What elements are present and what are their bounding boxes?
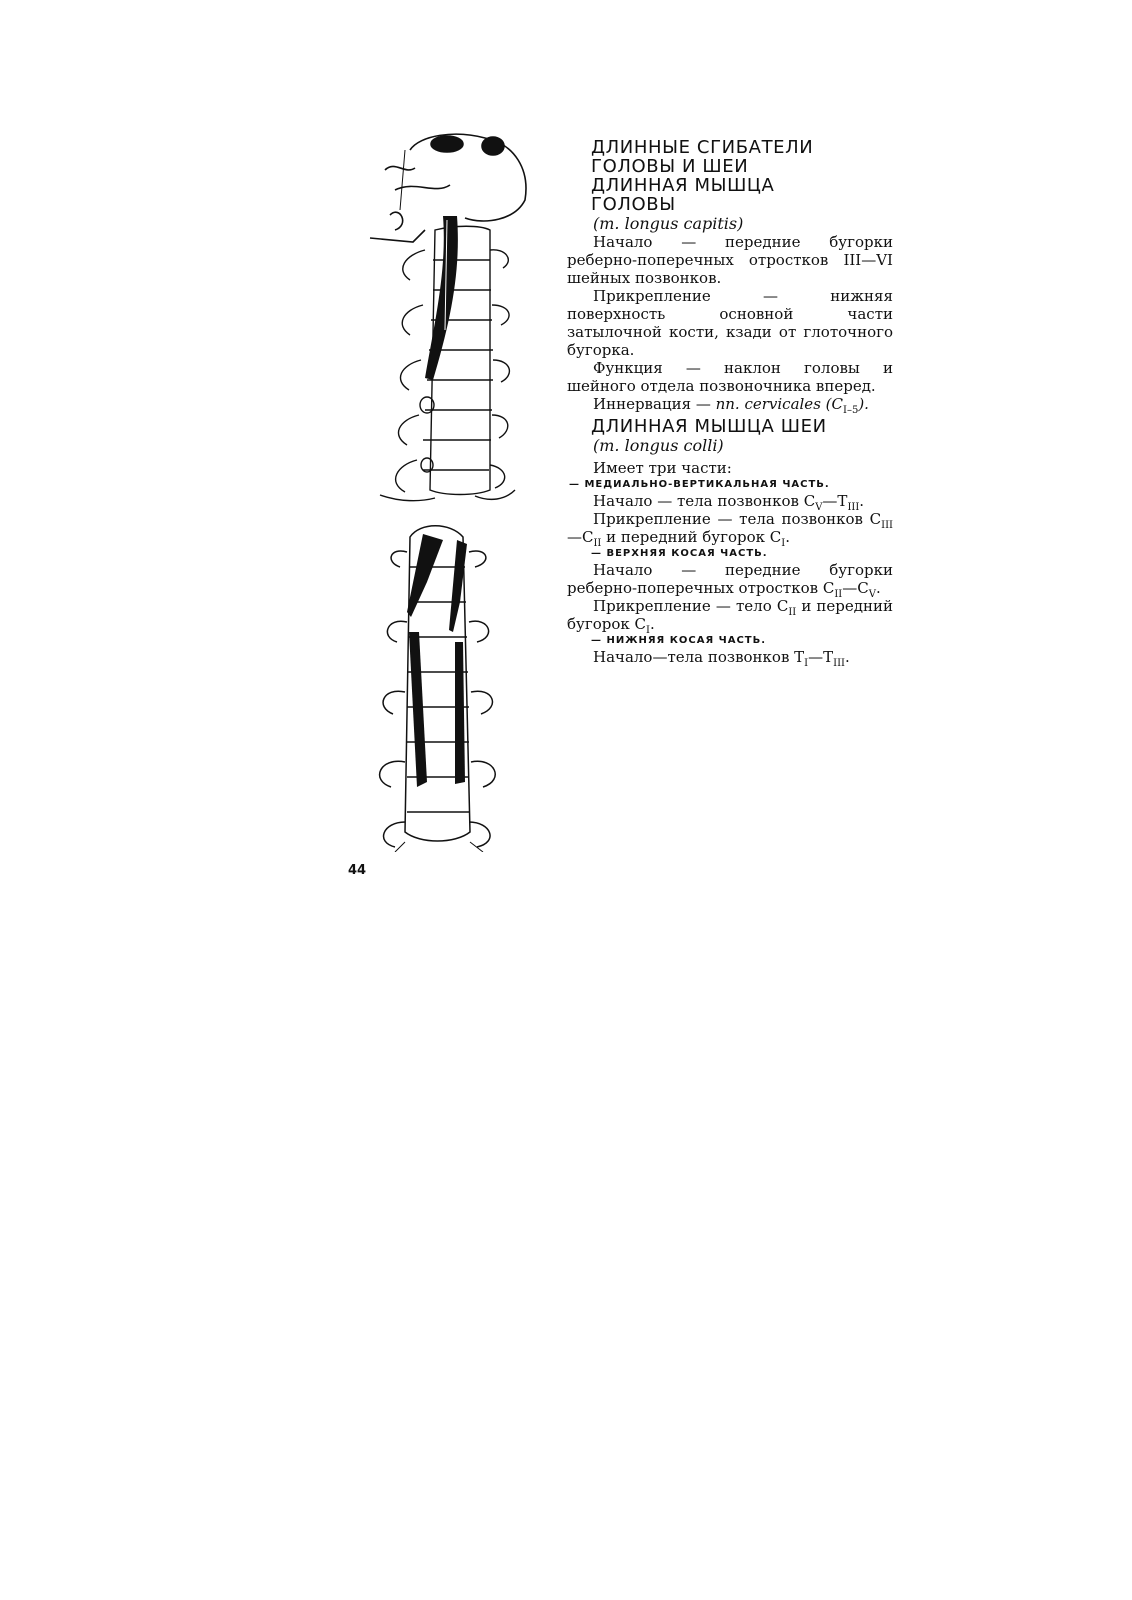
s: I — [646, 625, 650, 636]
part3-origin — [567, 648, 893, 669]
t: Начало — передние бугорки реберно-поперечных отростков C — [567, 561, 893, 597]
t: —T — [822, 492, 848, 510]
innervation-prefix: Иннервация — — [593, 395, 716, 413]
innervation-sub: I–5 — [843, 405, 859, 416]
title-line-2: ГОЛОВЫ И ШЕИ — [591, 156, 749, 177]
longus-colli-illustration — [365, 522, 510, 852]
section2-heading: ДЛИННАЯ МЫШЦА ШЕИ — [591, 416, 827, 437]
t: Начало — тела позвонков C — [593, 492, 816, 510]
innervation-nerve: nn. cervicales — [715, 395, 821, 413]
t: . — [785, 528, 791, 546]
s: III — [833, 658, 845, 669]
s: I — [804, 658, 809, 669]
s: V — [868, 589, 876, 600]
part2-insertion — [567, 597, 893, 636]
t: Прикрепление — тела позвонков C — [593, 510, 882, 528]
part1-origin — [567, 492, 893, 513]
s: III — [847, 502, 860, 513]
t: Начало—тела позвонков T — [593, 648, 805, 666]
t: . — [649, 615, 655, 633]
section2-latin: (m. longus colli) — [593, 436, 724, 455]
section1-heading-line-1: ДЛИННАЯ МЫШЦА — [591, 175, 775, 196]
part1-title: — МЕДИАЛЬНО-ВЕРТИКАЛЬНАЯ ЧАСТЬ. — [569, 479, 830, 490]
part3-title: — НИЖНЯЯ КОСАЯ ЧАСТЬ. — [591, 635, 767, 646]
text-column — [567, 137, 893, 669]
t: —T — [808, 648, 834, 666]
section1-function: Функция — наклон головы и шейного отдела позвоночника вперед. — [567, 359, 893, 395]
section1-insertion: Прикрепление — нижняя поверхность основной части затылочной кости, кзади от глоточного бугорка. — [567, 287, 893, 359]
t: —C — [567, 528, 594, 546]
longus-capitis-illustration — [365, 130, 565, 520]
t: и передний бугорок C — [567, 597, 893, 633]
innervation-seg: (C — [825, 395, 844, 413]
s: II — [593, 538, 602, 549]
section2-intro: Имеет три части: — [593, 459, 732, 477]
t: —C — [842, 579, 869, 597]
s: I — [781, 538, 786, 549]
section1-innervation — [567, 395, 893, 416]
t: . — [875, 579, 881, 597]
s: II — [788, 607, 797, 618]
s: V — [815, 502, 823, 513]
t: и передний бугорок C — [601, 528, 782, 546]
t: Прикрепление — тело C — [593, 597, 789, 615]
section1-origin: Начало — передние бугорки реберно-поперечных отростков III—VI шейных позвонков. — [567, 233, 893, 287]
innervation-end: ). — [858, 395, 869, 413]
part1-insertion — [567, 510, 893, 549]
t: . — [859, 492, 865, 510]
page-number: 44 — [348, 863, 367, 878]
title-line-1: ДЛИННЫЕ СГИБАТЕЛИ — [591, 137, 814, 158]
part2-title: — ВЕРХНЯЯ КОСАЯ ЧАСТЬ. — [591, 548, 768, 559]
s: II — [834, 589, 843, 600]
section1-heading-line-2: ГОЛОВЫ — [591, 194, 676, 215]
t: . — [845, 648, 850, 666]
s: III — [881, 520, 893, 531]
part2-origin — [567, 561, 893, 600]
section1-latin: (m. longus capitis) — [593, 214, 744, 233]
